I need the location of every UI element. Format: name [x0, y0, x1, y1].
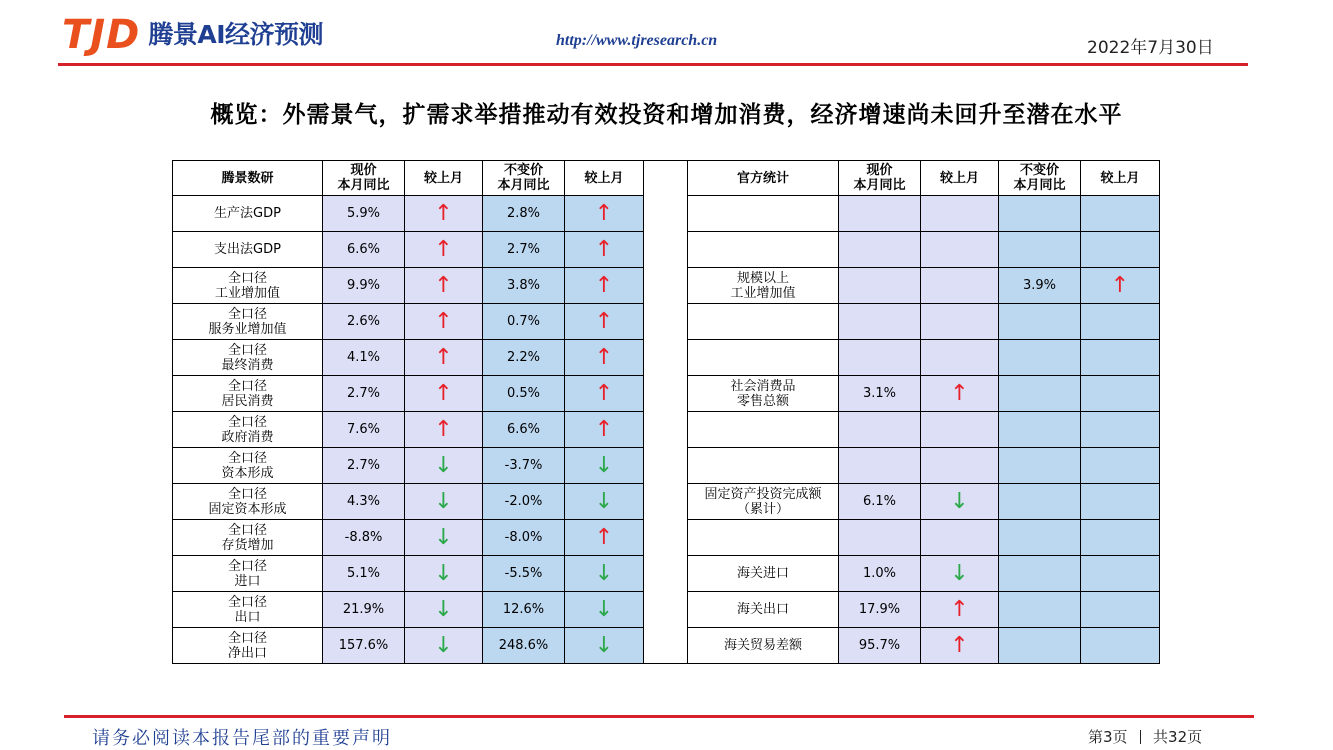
arrow-down-icon: ↓: [594, 560, 614, 586]
arrow-up-icon: ↑: [594, 380, 614, 406]
official-nominal-yoy-cell: [839, 448, 921, 484]
tjd-table-row: [173, 556, 644, 592]
official-row-label-cell: [688, 304, 839, 340]
tjd-real-trend-cell: [565, 196, 644, 232]
official-row-label-cell: [688, 340, 839, 376]
tjd-header-row: [173, 161, 644, 196]
tjd-real-yoy-cell: 2.7%: [483, 232, 565, 268]
total-pages: 共32页: [1153, 728, 1203, 746]
official-real-trend-cell: [1081, 448, 1160, 484]
arrow-up-icon: ↑: [434, 344, 453, 370]
tjd-real-yoy-cell: 0.5%: [483, 376, 565, 412]
tjd-row-label-cell: 全口径 出口: [173, 592, 323, 628]
official-nominal-yoy-cell: 6.1%: [839, 484, 921, 520]
official-nominal-yoy-cell: [839, 196, 921, 232]
official-real-trend-cell: [1081, 628, 1160, 664]
arrow-up-icon: ↑: [950, 380, 969, 406]
logo-letters: TJD: [62, 12, 141, 58]
tjd-table-row: [173, 304, 644, 340]
official-real-yoy-cell: [999, 232, 1081, 268]
official-real-yoy-cell: 3.9%: [999, 268, 1081, 304]
official-row-label-cell: 社会消费品 零售总额: [688, 376, 839, 412]
tjd-nominal-yoy-cell: 5.1%: [323, 556, 405, 592]
official-real-trend-cell: [1081, 556, 1160, 592]
official-row-label-cell: [688, 520, 839, 556]
arrow-up-icon: ↑: [1110, 272, 1130, 298]
arrow-up-icon: ↑: [434, 416, 453, 442]
arrow-down-icon: ↓: [594, 632, 614, 658]
official-real-trend-cell: [1081, 592, 1160, 628]
official-table-row: [688, 340, 1160, 376]
tjd-nominal-yoy-cell: 2.6%: [323, 304, 405, 340]
tjd-row-label-cell: 生产法GDP: [173, 196, 323, 232]
arrow-up-icon: ↑: [594, 200, 614, 226]
tjd-nominal-trend-cell: [405, 412, 483, 448]
tjd-real-trend-cell: [565, 484, 644, 520]
official-row-label-cell: 规模以上 工业增加值: [688, 268, 839, 304]
official-row-label-cell: [688, 412, 839, 448]
tjd-header-nominal: 现价 本月同比: [323, 161, 405, 196]
tjd-real-trend-cell: [565, 304, 644, 340]
official-nominal-yoy-cell: [839, 340, 921, 376]
official-real-yoy-cell: [999, 196, 1081, 232]
tjd-nominal-trend-cell: [405, 448, 483, 484]
logo-name: 腾景AI经济预测: [148, 20, 324, 49]
tjd-real-yoy-cell: 6.6%: [483, 412, 565, 448]
tjd-real-yoy-cell: 2.2%: [483, 340, 565, 376]
tjd-row-label-cell: 全口径 净出口: [173, 628, 323, 664]
official-real-yoy-cell: [999, 520, 1081, 556]
arrow-up-icon: ↑: [594, 308, 614, 334]
tjd-nominal-trend-cell: [405, 340, 483, 376]
official-statistics-table: [687, 160, 1160, 664]
official-nominal-trend-cell: [921, 520, 999, 556]
official-table-row: [688, 628, 1160, 664]
official-header-row: [688, 161, 1160, 196]
official-nominal-trend-cell: [921, 448, 999, 484]
official-nominal-yoy-cell: 1.0%: [839, 556, 921, 592]
tjd-table-row: [173, 340, 644, 376]
official-row-label-cell: 海关贸易差额: [688, 628, 839, 664]
official-real-yoy-cell: [999, 592, 1081, 628]
official-nominal-yoy-cell: [839, 232, 921, 268]
official-nominal-yoy-cell: [839, 304, 921, 340]
tjd-real-yoy-cell: 3.8%: [483, 268, 565, 304]
tjd-table-row: [173, 592, 644, 628]
official-nominal-yoy-cell: [839, 268, 921, 304]
tjd-row-label-cell: 全口径 工业增加值: [173, 268, 323, 304]
arrow-down-icon: ↓: [434, 452, 453, 478]
arrow-up-icon: ↑: [434, 272, 453, 298]
tjd-row-label-cell: 全口径 固定资本形成: [173, 484, 323, 520]
tjd-table-row: [173, 196, 644, 232]
tjd-real-trend-cell: [565, 412, 644, 448]
arrow-up-icon: ↑: [950, 596, 969, 622]
official-nominal-trend-cell: [921, 268, 999, 304]
official-nominal-yoy-cell: 3.1%: [839, 376, 921, 412]
tjd-real-trend-cell: [565, 628, 644, 664]
tjd-header-real-trend: 较上月: [565, 161, 644, 196]
official-row-label-cell: [688, 232, 839, 268]
official-header-nominal: 现价 本月同比: [839, 161, 921, 196]
tjd-nominal-trend-cell: [405, 484, 483, 520]
report-date: 2022年7月30日: [1087, 38, 1214, 58]
official-real-yoy-cell: [999, 556, 1081, 592]
tjd-nominal-yoy-cell: 2.7%: [323, 376, 405, 412]
official-real-yoy-cell: [999, 628, 1081, 664]
tjd-header-real: 不变价 本月同比: [483, 161, 565, 196]
tjd-nominal-yoy-cell: 7.6%: [323, 412, 405, 448]
tjd-table-row: [173, 376, 644, 412]
official-nominal-yoy-cell: [839, 412, 921, 448]
official-real-trend-cell: [1081, 304, 1160, 340]
tjd-table-row: [173, 268, 644, 304]
official-table-row: [688, 268, 1160, 304]
official-real-yoy-cell: [999, 484, 1081, 520]
company-logo: [62, 14, 323, 56]
official-nominal-yoy-cell: 17.9%: [839, 592, 921, 628]
tjd-real-trend-cell: [565, 520, 644, 556]
tjd-real-yoy-cell: -2.0%: [483, 484, 565, 520]
tjd-row-label-cell: 全口径 最终消费: [173, 340, 323, 376]
page-title: 概览：外需景气，扩需求举措推动有效投资和增加消费，经济增速尚未回升至潜在水平: [210, 101, 1123, 128]
official-table-row: [688, 304, 1160, 340]
tjd-real-trend-cell: [565, 556, 644, 592]
tjd-nominal-yoy-cell: 9.9%: [323, 268, 405, 304]
tjd-table-row: [173, 448, 644, 484]
official-nominal-trend-cell: [921, 232, 999, 268]
tjd-real-yoy-cell: -3.7%: [483, 448, 565, 484]
arrow-down-icon: ↓: [950, 488, 969, 514]
official-table-row: [688, 376, 1160, 412]
arrow-up-icon: ↑: [594, 236, 614, 262]
official-real-trend-cell: [1081, 340, 1160, 376]
official-nominal-trend-cell: [921, 376, 999, 412]
official-nominal-trend-cell: [921, 556, 999, 592]
tjd-real-trend-cell: [565, 232, 644, 268]
tjd-nominal-yoy-cell: 5.9%: [323, 196, 405, 232]
tjd-nominal-trend-cell: [405, 232, 483, 268]
tjd-nominal-trend-cell: [405, 592, 483, 628]
tjd-header-label: 腾景数研: [173, 161, 323, 196]
tjd-row-label-cell: 全口径 进口: [173, 556, 323, 592]
official-real-yoy-cell: [999, 412, 1081, 448]
tjd-nominal-trend-cell: [405, 556, 483, 592]
arrow-up-icon: ↑: [594, 524, 614, 550]
tjd-nominal-yoy-cell: 2.7%: [323, 448, 405, 484]
tjd-real-yoy-cell: 12.6%: [483, 592, 565, 628]
tjd-nominal-yoy-cell: -8.8%: [323, 520, 405, 556]
tjd-table-row: [173, 484, 644, 520]
official-table-row: [688, 556, 1160, 592]
official-real-trend-cell: [1081, 196, 1160, 232]
official-nominal-yoy-cell: [839, 520, 921, 556]
arrow-up-icon: ↑: [594, 344, 614, 370]
official-real-yoy-cell: [999, 448, 1081, 484]
official-real-yoy-cell: [999, 304, 1081, 340]
official-nominal-yoy-cell: 95.7%: [839, 628, 921, 664]
tjd-nominal-trend-cell: [405, 520, 483, 556]
official-real-trend-cell: [1081, 376, 1160, 412]
tjd-nominal-trend-cell: [405, 628, 483, 664]
arrow-up-icon: ↑: [434, 308, 453, 334]
official-real-trend-cell: [1081, 520, 1160, 556]
official-row-label-cell: 海关出口: [688, 592, 839, 628]
official-real-trend-cell: [1081, 412, 1160, 448]
official-real-trend-cell: [1081, 268, 1160, 304]
tjd-real-yoy-cell: 2.8%: [483, 196, 565, 232]
tjd-real-trend-cell: [565, 592, 644, 628]
tjd-nominal-trend-cell: [405, 376, 483, 412]
tjd-table-row: [173, 232, 644, 268]
current-page: 第3页: [1088, 728, 1128, 746]
tjd-nominal-yoy-cell: 6.6%: [323, 232, 405, 268]
tjd-nominal-yoy-cell: 157.6%: [323, 628, 405, 664]
tjd-row-label-cell: 全口径 资本形成: [173, 448, 323, 484]
tjd-row-label-cell: 全口径 居民消费: [173, 376, 323, 412]
tjd-real-trend-cell: [565, 376, 644, 412]
arrow-down-icon: ↓: [594, 452, 614, 478]
tjd-real-yoy-cell: -8.0%: [483, 520, 565, 556]
tjd-nominal-yoy-cell: 4.1%: [323, 340, 405, 376]
official-table-row: [688, 412, 1160, 448]
official-nominal-trend-cell: [921, 592, 999, 628]
arrow-up-icon: ↑: [434, 380, 453, 406]
official-table-row: [688, 232, 1160, 268]
page-indicator: [1088, 726, 1202, 747]
tjd-table-row: [173, 412, 644, 448]
arrow-down-icon: ↓: [950, 560, 969, 586]
tjd-real-yoy-cell: 248.6%: [483, 628, 565, 664]
tjd-nominal-yoy-cell: 4.3%: [323, 484, 405, 520]
official-real-trend-cell: [1081, 232, 1160, 268]
official-table-row: [688, 484, 1160, 520]
official-header-label: 官方统计: [688, 161, 839, 196]
tjd-real-trend-cell: [565, 268, 644, 304]
tjd-nominal-trend-cell: [405, 304, 483, 340]
official-real-yoy-cell: [999, 376, 1081, 412]
official-row-label-cell: 海关进口: [688, 556, 839, 592]
official-nominal-trend-cell: [921, 304, 999, 340]
tjd-nominal-trend-cell: [405, 268, 483, 304]
arrow-down-icon: ↓: [434, 560, 453, 586]
official-table-row: [688, 196, 1160, 232]
tjd-real-trend-cell: [565, 340, 644, 376]
tjd-row-label-cell: 全口径 存货增加: [173, 520, 323, 556]
official-nominal-trend-cell: [921, 196, 999, 232]
arrow-down-icon: ↓: [434, 632, 453, 658]
header-divider: [58, 63, 1248, 66]
arrow-up-icon: ↑: [950, 632, 969, 658]
official-nominal-trend-cell: [921, 412, 999, 448]
official-header-real-trend: 较上月: [1081, 161, 1160, 196]
arrow-up-icon: ↑: [434, 236, 453, 262]
official-table-row: [688, 448, 1160, 484]
official-nominal-trend-cell: [921, 340, 999, 376]
official-nominal-trend-cell: [921, 628, 999, 664]
arrow-down-icon: ↓: [434, 524, 453, 550]
table-gap: [643, 160, 687, 664]
tjd-real-yoy-cell: -5.5%: [483, 556, 565, 592]
footer-divider: [64, 715, 1254, 718]
tjd-real-yoy-cell: 0.7%: [483, 304, 565, 340]
page-separator: [1140, 730, 1142, 744]
tjd-row-label-cell: 全口径 政府消费: [173, 412, 323, 448]
official-nominal-trend-cell: [921, 484, 999, 520]
arrow-up-icon: ↑: [594, 272, 614, 298]
website-url[interactable]: http://www.tjresearch.cn: [556, 32, 718, 49]
tjd-nominal-yoy-cell: 21.9%: [323, 592, 405, 628]
tjd-real-trend-cell: [565, 448, 644, 484]
arrow-down-icon: ↓: [594, 488, 614, 514]
official-real-trend-cell: [1081, 484, 1160, 520]
arrow-up-icon: ↑: [594, 416, 614, 442]
official-header-nominal-trend: 较上月: [921, 161, 999, 196]
official-row-label-cell: [688, 196, 839, 232]
tjd-header-nominal-trend: 较上月: [405, 161, 483, 196]
tjd-row-label-cell: 支出法GDP: [173, 232, 323, 268]
arrow-down-icon: ↓: [434, 596, 453, 622]
official-row-label-cell: 固定资产投资完成额 （累计）: [688, 484, 839, 520]
arrow-down-icon: ↓: [434, 488, 453, 514]
tjd-nominal-trend-cell: [405, 196, 483, 232]
disclaimer-notice: 请务必阅读本报告尾部的重要声明: [92, 728, 392, 749]
official-real-yoy-cell: [999, 340, 1081, 376]
arrow-down-icon: ↓: [594, 596, 614, 622]
official-header-real: 不变价 本月同比: [999, 161, 1081, 196]
official-row-label-cell: [688, 448, 839, 484]
tengjing-research-table: [172, 160, 644, 664]
tjd-table-row: [173, 628, 644, 664]
tjd-table-row: [173, 520, 644, 556]
tjd-row-label-cell: 全口径 服务业增加值: [173, 304, 323, 340]
official-table-row: [688, 520, 1160, 556]
official-table-row: [688, 592, 1160, 628]
arrow-up-icon: ↑: [434, 200, 453, 226]
